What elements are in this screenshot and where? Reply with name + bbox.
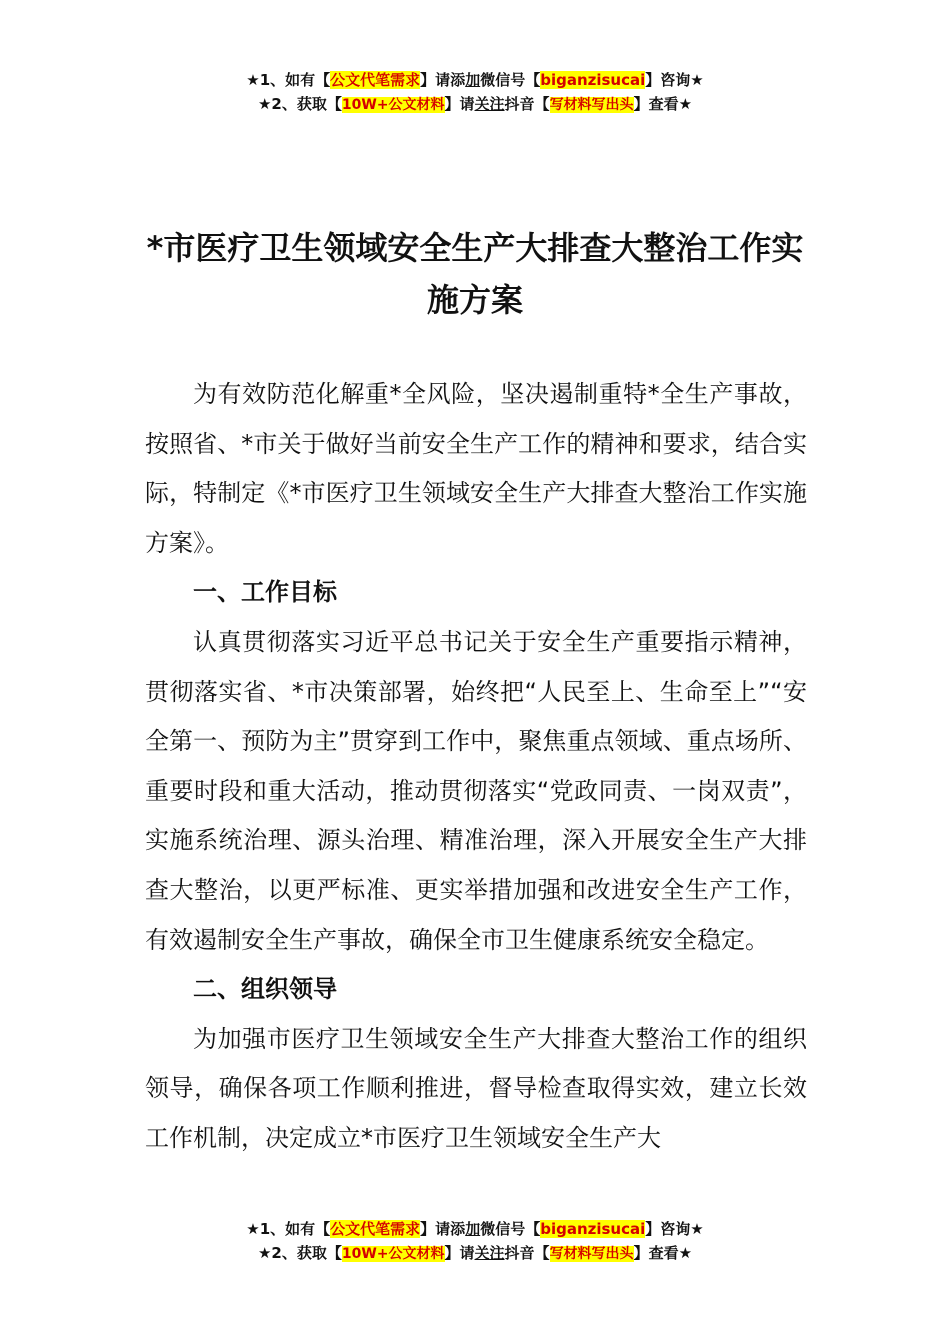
section-heading-goals: 一、工作目标: [193, 578, 337, 607]
highlight-wechat-id: biganzisucai: [540, 71, 646, 89]
promo-line-2: ★2、获取【10W+公文材料】请关注抖音【写材料写出头】查看★: [257, 1244, 693, 1262]
highlight-service: 公文代笔需求: [330, 71, 421, 89]
promo-line-2: ★2、获取【10W+公文材料】请关注抖音【写材料写出头】查看★: [257, 95, 693, 113]
document-body: [145, 370, 807, 1164]
highlight-service: 公文代笔需求: [330, 1220, 421, 1238]
promo-line-1: ★1、如有【公文代笔需求】请添加微信号【biganzisucai】咨询★: [246, 71, 704, 89]
section-heading-leadership: 二、组织领导: [193, 975, 337, 1004]
promo-header: [0, 68, 950, 117]
goals-paragraph: 认真贯彻落实习近平总书记关于安全生产重要指示精神，贯彻落实省、*市决策部署，始终把“人民至上、生命至上”“安全第一、预防为主”贯穿到工作中，聚焦重点领域、重点场所、重要时段和重大活动，推动贯彻落实“党政同责、一岗双责”，实施系统治理、源头治理、精准治理，深入开展安全生产大排查大整治，以更严标准、更实举措加强和改进安全生产工作，有效遏制安全生产事故，确保全市卫生健康系统安全稳定。: [145, 627, 807, 954]
highlight-materials: 10W+公文材料: [341, 97, 445, 113]
highlight-wechat-id: biganzisucai: [540, 1220, 646, 1238]
intro-paragraph: 为有效防范化解重*全风险，坚决遏制重特*全生产事故，按照省、*市关于做好当前安全生产工作的精神和要求，结合实际，特制定《*市医疗卫生领域安全生产大排查大整治工作实施方案》。: [145, 380, 807, 557]
document-title: *市医疗卫生领域安全生产大排查大整治工作实施方案: [146, 229, 804, 319]
promo-line-1: ★1、如有【公文代笔需求】请添加微信号【biganzisucai】咨询★: [246, 1220, 704, 1238]
highlight-materials: 10W+公文材料: [341, 1246, 445, 1262]
promo-footer: [0, 1217, 950, 1266]
highlight-douyin: 写材料写出头: [549, 1246, 634, 1262]
highlight-douyin: 写材料写出头: [549, 97, 634, 113]
leadership-paragraph: 为加强市医疗卫生领域安全生产大排查大整治工作的组织领导，确保各项工作顺利推进，督导检查取得实效，建立长效工作机制，决定成立*市医疗卫生领域安全生产大: [145, 1024, 807, 1152]
